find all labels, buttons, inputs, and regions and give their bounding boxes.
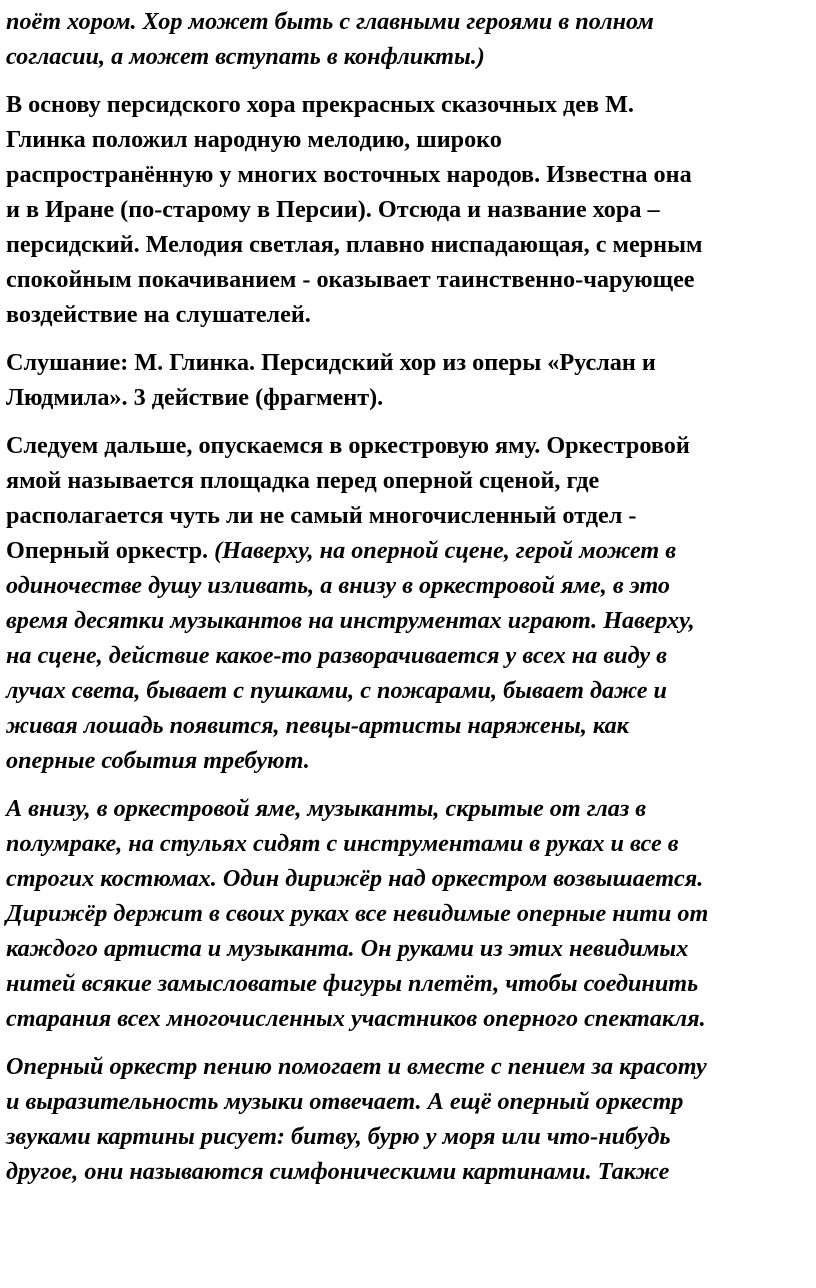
text-line — [6, 568, 810, 603]
italic-text: оперные события требуют. — [6, 747, 310, 774]
text-line — [6, 1119, 810, 1154]
bold-text: В основу персидского хора прекрасных сказочных дев М. — [6, 91, 634, 118]
bold-text: распространённую у многих восточных народов. Известна она — [6, 161, 692, 188]
italic-text: старания всех многочисленных участников оперного спектакля. — [6, 1005, 706, 1032]
bold-text: Слушание: М. Глинка. Персидский хор из оперы «Руслан и — [6, 349, 656, 376]
text-line — [6, 192, 810, 227]
italic-text: каждого артиста и музыканта. Он руками из этих невидимых — [6, 935, 689, 962]
text-line — [6, 533, 810, 568]
italic-text: Дирижёр держит в своих руках все невидимые оперные нити от — [6, 900, 709, 927]
text-line — [6, 861, 810, 896]
paragraph — [6, 4, 810, 74]
text-line — [6, 673, 810, 708]
italic-text: живая лошадь появится, певцы-артисты наряжены, как — [6, 712, 629, 739]
text-line — [6, 708, 810, 743]
text-line — [6, 931, 810, 966]
text-line — [6, 791, 810, 826]
text-line — [6, 498, 810, 533]
text-line — [6, 1154, 810, 1189]
bold-text: и в Иране (по-старому в Персии). Отсюда и название хора – — [6, 196, 660, 223]
bold-text: Людмила». 3 действие (фрагмент). — [6, 384, 384, 411]
italic-text: лучах света, бывает с пушками, с пожарами, бывает даже и — [6, 677, 668, 704]
text-line — [6, 1001, 810, 1036]
text-line — [6, 4, 810, 39]
text-line — [6, 380, 810, 415]
text-line — [6, 896, 810, 931]
italic-text: полумраке, на стульях сидят с инструментами в руках и все в — [6, 830, 679, 857]
text-line — [6, 603, 810, 638]
italic-text: (Наверху, на оперной сцене, герой может в — [214, 537, 676, 564]
text-line — [6, 743, 810, 778]
text-line — [6, 638, 810, 673]
paragraph — [6, 87, 810, 332]
text-line — [6, 428, 810, 463]
text-line — [6, 227, 810, 262]
text-line — [6, 157, 810, 192]
italic-text: поёт хором. Хор может быть с главными героями в полном — [6, 8, 654, 35]
italic-text: звуками картины рисует: битву, бурю у моря или что-нибудь — [6, 1123, 671, 1150]
text-line — [6, 966, 810, 1001]
paragraph — [6, 1049, 810, 1189]
bold-text: воздействие на слушателей. — [6, 301, 311, 328]
italic-text: время десятки музыкантов на инструментах играют. Наверху, — [6, 607, 695, 634]
italic-text: Оперный оркестр пению помогает и вместе с пением за красоту — [6, 1053, 707, 1080]
text-line — [6, 463, 810, 498]
bold-text: Следуем дальше, опускаемся в оркестровую яму. Оркестровой — [6, 432, 690, 459]
text-line — [6, 297, 810, 332]
italic-text: А внизу, в оркестровой яме, музыканты, скрытые от глаз в — [6, 795, 647, 822]
text-line — [6, 39, 810, 74]
bold-text: Оперный оркестр. — [6, 537, 215, 564]
text-line — [6, 826, 810, 861]
text-line — [6, 262, 810, 297]
bold-text: Глинка положил народную мелодию, широко — [6, 126, 502, 153]
bold-text: спокойным покачиванием - оказывает таинственно-чарующее — [6, 266, 695, 293]
paragraph — [6, 345, 810, 415]
bold-text: ямой называется площадка перед оперной сценой, где — [6, 467, 600, 494]
text-line — [6, 1049, 810, 1084]
italic-text: согласии, а может вступать в конфликты.) — [6, 43, 485, 70]
text-line — [6, 1084, 810, 1119]
italic-text: другое, они называются симфоническими картинами. Также — [6, 1158, 670, 1185]
text-line — [6, 87, 810, 122]
italic-text: на сцене, действие какое-то разворачивается у всех на виду в — [6, 642, 667, 669]
italic-text: одиночестве душу изливать, а внизу в оркестровой яме, в это — [6, 572, 670, 599]
paragraph — [6, 428, 810, 778]
text-line — [6, 122, 810, 157]
text-line — [6, 345, 810, 380]
italic-text: нитей всякие замысловатые фигуры плетёт, чтобы соединить — [6, 970, 699, 997]
bold-text: персидский. Мелодия светлая, плавно ниспадающая, с мерным — [6, 231, 703, 258]
bold-text: располагается чуть ли не самый многочисленный отдел - — [6, 502, 637, 529]
paragraph — [6, 791, 810, 1036]
italic-text: строгих костюмах. Один дирижёр над оркестром возвышается. — [6, 865, 704, 892]
italic-text: и выразительность музыки отвечает. А ещё оперный оркестр — [6, 1088, 684, 1115]
